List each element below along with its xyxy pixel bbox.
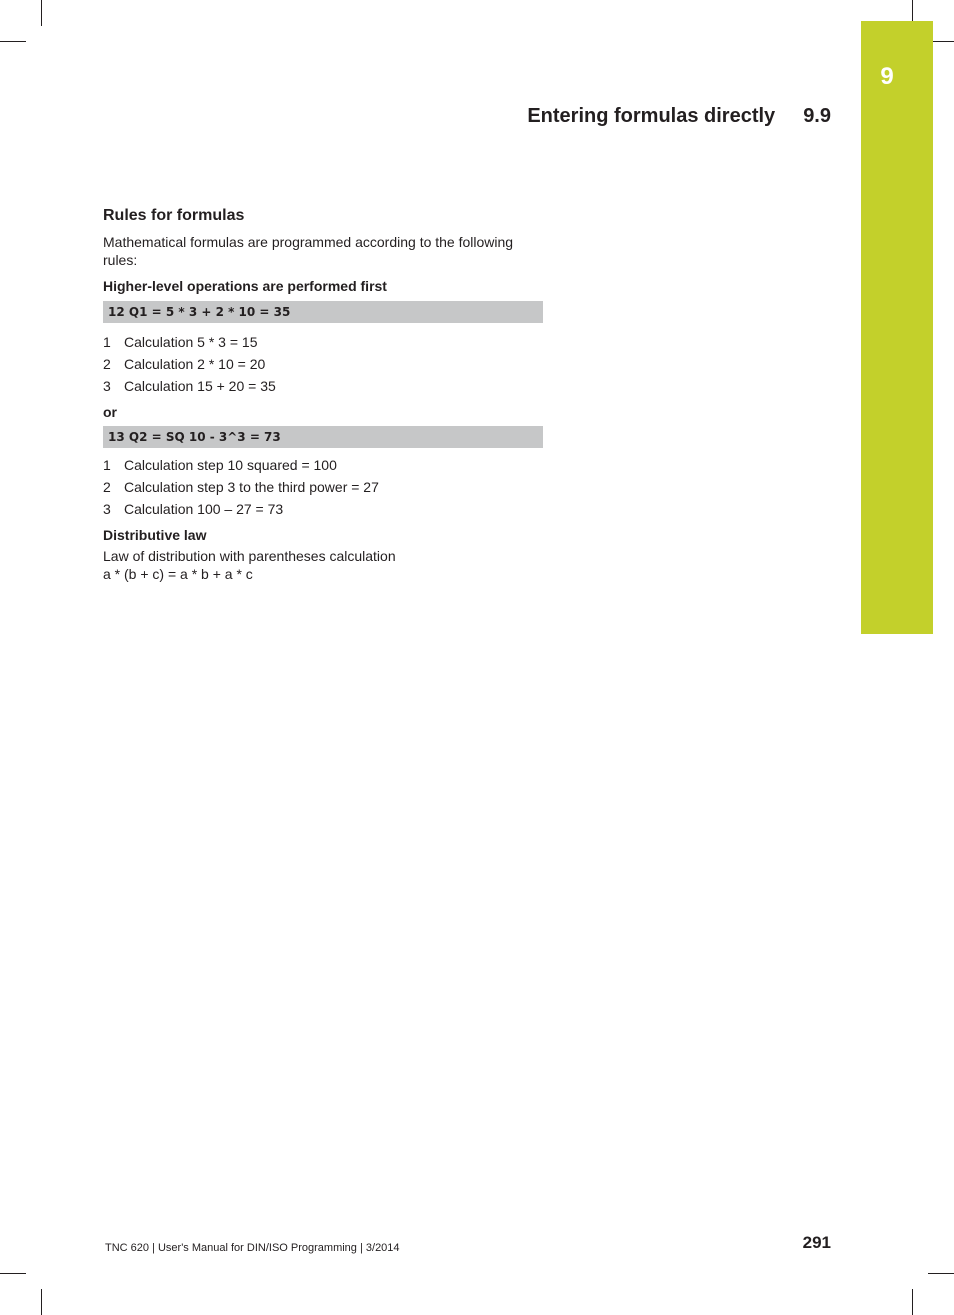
or-label: or xyxy=(103,404,117,420)
page-number: 291 xyxy=(802,1233,831,1252)
step-number: 1 xyxy=(103,457,111,473)
code-example-2: 13 Q2 = SQ 10 - 3^3 = 73 xyxy=(103,426,543,448)
page-heading: Rules for formulas xyxy=(103,207,245,224)
crop-mark xyxy=(928,1273,954,1274)
list-item xyxy=(103,353,543,375)
step-text: Calculation 15 + 20 = 35 xyxy=(124,378,276,394)
section-title: Entering formulas directly xyxy=(527,105,776,127)
main-content xyxy=(103,204,543,583)
step-number: 1 xyxy=(103,334,111,350)
list-item xyxy=(103,454,543,476)
steps-list-2 xyxy=(103,454,543,520)
crop-mark xyxy=(912,1289,913,1315)
crop-mark xyxy=(41,1289,42,1315)
step-text: Calculation 100 – 27 = 73 xyxy=(124,501,284,517)
steps-list-1 xyxy=(103,331,543,397)
code-example-1: 12 Q1 = 5 * 3 + 2 * 10 = 35 xyxy=(103,301,543,323)
crop-mark xyxy=(0,41,26,42)
list-item xyxy=(103,375,543,397)
list-item xyxy=(103,476,543,498)
chapter-number: 9 xyxy=(880,63,894,90)
step-number: 2 xyxy=(103,356,111,372)
higher-level-heading: Higher-level operations are performed first xyxy=(103,278,387,294)
step-text: Calculation step 3 to the third power = 27 xyxy=(124,479,379,495)
section-header xyxy=(527,101,831,131)
chapter-tab xyxy=(861,21,933,634)
step-number: 3 xyxy=(103,501,111,517)
list-item xyxy=(103,498,543,520)
crop-mark xyxy=(0,1273,26,1274)
crop-mark xyxy=(41,0,42,26)
list-item xyxy=(103,331,543,353)
step-text: Calculation step 10 squared = 100 xyxy=(124,457,337,473)
distributive-heading: Distributive law xyxy=(103,527,207,543)
distributive-formula: a * (b + c) = a * b + a * c xyxy=(103,566,253,582)
step-text: Calculation 5 * 3 = 15 xyxy=(124,334,258,350)
footer-text: TNC 620 | User's Manual for DIN/ISO Programming | 3/2014 xyxy=(105,1242,400,1254)
intro-paragraph: Mathematical formulas are programmed according to the following rules: xyxy=(103,234,514,268)
distributive-description: Law of distribution with parentheses calculation xyxy=(103,548,396,564)
step-number: 2 xyxy=(103,479,111,495)
section-number: 9.9 xyxy=(803,105,831,127)
step-text: Calculation 2 * 10 = 20 xyxy=(124,356,266,372)
step-number: 3 xyxy=(103,378,111,394)
